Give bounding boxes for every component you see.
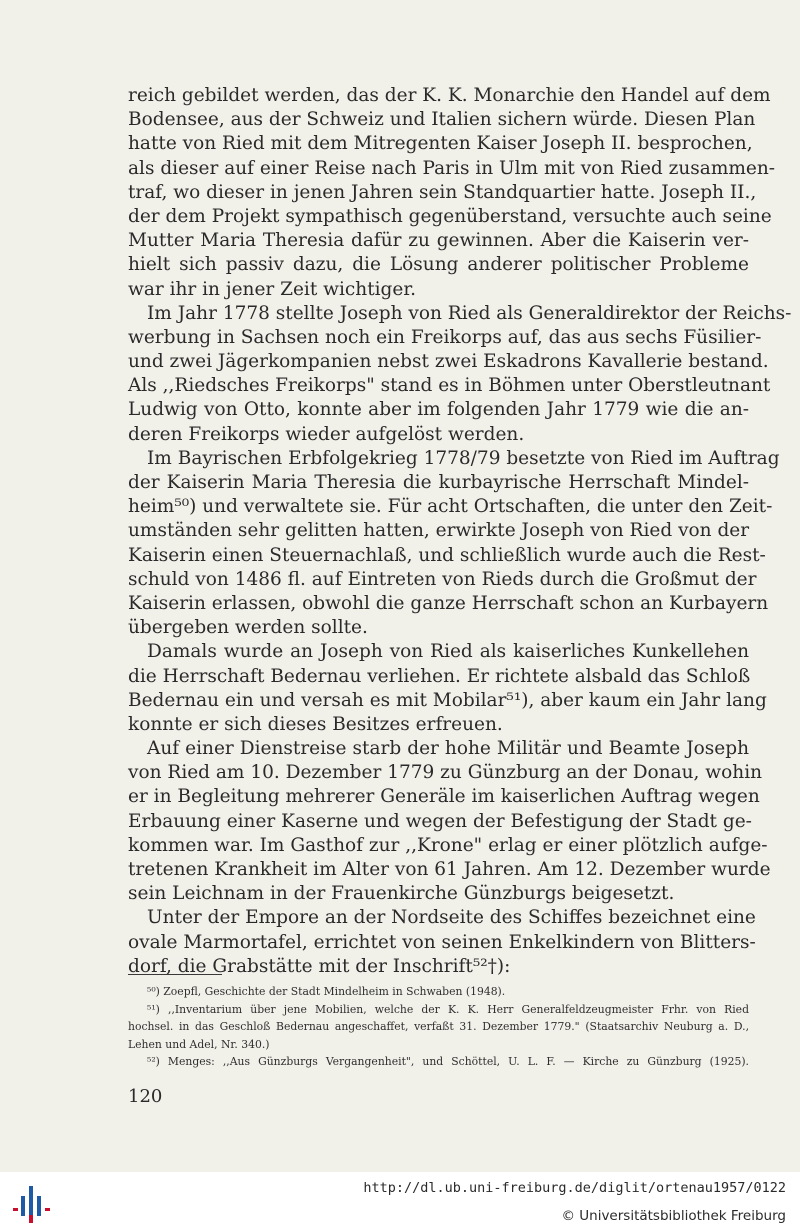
text-line: ovale Marmortafel, errichtet von seinen Enkelkindern von Blitters-	[128, 931, 756, 953]
text-line: sein Leichnam in der Frauenkirche Günzburgs beigesetzt.	[128, 883, 675, 905]
text-line: er in Begleitung mehrerer Generäle im kaiserlichen Auftrag wegen	[128, 786, 760, 808]
text-line: hielt sich passiv dazu, die Lösung anderer politischer Probleme	[128, 254, 749, 276]
footnote-divider	[128, 974, 222, 975]
footnote: ⁵⁰) Zoepfl, Geschichte der Stadt Mindelheim in Schwaben (1948).	[147, 985, 506, 998]
paragraph-start-line: Damals wurde an Joseph von Ried als kaiserliches Kunkellehen	[147, 641, 749, 663]
footnote-continuation: hochsel. in das Geschloß Bedernau angeschaffet, verfaßt 31. Dezember 1779." (Staatsarchiv Neuburg a. D.,	[128, 1020, 749, 1034]
text-line: Kaiserin einen Steuernachlaß, und schließlich wurde auch die Rest-	[128, 544, 766, 566]
text-line: dorf, die Grabstätte mit der Inschrift⁵²†):	[128, 955, 511, 977]
text-line: hatte von Ried mit dem Mitregenten Kaiser Joseph II. besprochen,	[128, 133, 753, 155]
body-text	[128, 84, 792, 979]
ub-freiburg-logo-icon	[12, 1182, 56, 1226]
text-line: deren Freikorps wieder aufgelöst werden.	[128, 423, 525, 445]
paragraph-start-line: Im Bayrischen Erbfolgekrieg 1778/79 besetzte von Ried im Auftrag	[147, 447, 780, 469]
text-line: von Ried am 10. Dezember 1779 zu Günzburg an der Donau, wohin	[128, 762, 763, 784]
text-line: schuld von 1486 fl. auf Eintreten von Rieds durch die Großmut der	[128, 568, 757, 590]
text-line: als dieser auf einer Reise nach Paris in Ulm mit von Ried zusammen-	[128, 157, 776, 179]
footnote: ⁵¹) ,,Inventarium über jene Mobilien, welche der K. K. Herr Generalfeldzeugmeister Frhr. von Ried	[147, 1002, 749, 1016]
text-line: umständen sehr gelitten hatten, erwirkte Joseph von Ried von der	[128, 520, 750, 542]
text-line: Ludwig von Otto, konnte aber im folgenden Jahr 1779 wie die an-	[128, 399, 749, 421]
text-line: Erbauung einer Kaserne und wegen der Befestigung der Stadt ge-	[128, 810, 752, 832]
library-footer	[0, 1172, 800, 1232]
text-line: übergeben werden sollte.	[128, 617, 368, 639]
copyright-notice: © Universitätsbibliothek Freiburg	[561, 1208, 786, 1224]
footnotes	[128, 983, 749, 1071]
text-line: war ihr in jener Zeit wichtiger.	[128, 278, 417, 300]
footnote-continuation: Lehen und Adel, Nr. 340.)	[128, 1037, 270, 1051]
text-line: der Kaiserin Maria Theresia die kurbayrische Herrschaft Mindel-	[128, 472, 749, 493]
text-line: werbung in Sachsen noch ein Freikorps auf, das aus sechs Füsilier-	[128, 326, 762, 348]
text-line: reich gebildet werden, das der K. K. Monarchie den Handel auf dem	[128, 85, 771, 106]
footnote: ⁵²) Menges: ,,Aus Günzburgs Vergangenheit", und Schöttel, U. L. F. — Kirche zu Günzburg (1925).	[147, 1055, 749, 1069]
permalink-url[interactable]: http://dl.ub.uni-freiburg.de/diglit/ortenau1957/0122	[363, 1180, 786, 1196]
text-line: die Herrschaft Bedernau verliehen. Er richtete alsbald das Schloß	[128, 665, 751, 687]
text-line: Bedernau ein und versah es mit Mobilar⁵¹), aber kaum ein Jahr lang	[128, 689, 767, 711]
paragraph-start-line: Auf einer Dienstreise starb der hohe Militär und Beamte Joseph	[147, 738, 749, 760]
text-line: und zwei Jägerkompanien nebst zwei Eskadrons Kavallerie bestand.	[128, 351, 769, 373]
text-line: Kaiserin erlassen, obwohl die ganze Herrschaft schon an Kurbayern	[128, 592, 769, 614]
text-line: traf, wo dieser in jenen Jahren sein Standquartier hatte. Joseph II.,	[128, 181, 757, 203]
page-number: 120	[128, 1086, 163, 1107]
text-line: Als ,,Riedsches Freikorps" stand es in Böhmen unter Oberstleutnant	[128, 375, 771, 397]
text-line: konnte er sich dieses Besitzes erfreuen.	[128, 713, 503, 735]
paragraph-start-line: Unter der Empore an der Nordseite des Schiffes bezeichnet eine	[147, 907, 756, 929]
text-line: kommen war. Im Gasthof zur ,,Krone" erlag er einer plötzlich aufge-	[128, 834, 768, 856]
paragraph-start-line: Im Jahr 1778 stellte Joseph von Ried als Generaldirektor der Reichs-	[147, 302, 792, 324]
text-line: heim⁵⁰) und verwaltete sie. Für acht Ortschaften, die unter den Zeit-	[128, 496, 773, 518]
text-line: Bodensee, aus der Schweiz und Italien sichern würde. Diesen Plan	[128, 109, 756, 131]
text-line: der dem Projekt sympathisch gegenüberstand, versuchte auch seine	[128, 205, 772, 227]
text-line: tretenen Krankheit im Alter von 61 Jahren. Am 12. Dezember wurde	[128, 859, 771, 880]
text-line: Mutter Maria Theresia dafür zu gewinnen. Aber die Kaiserin ver-	[128, 230, 749, 252]
